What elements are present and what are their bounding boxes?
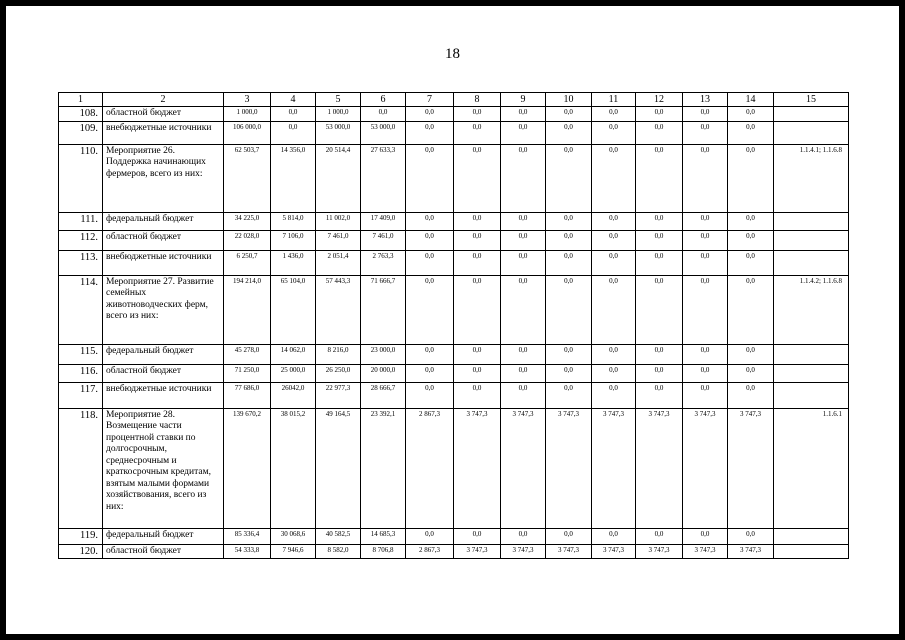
value-cell: 0,0: [683, 344, 728, 364]
value-cell: 0,0: [683, 212, 728, 230]
value-cell: 0,0: [406, 382, 454, 408]
value-cell: 0,0: [728, 144, 774, 212]
value-cell: 0,0: [546, 212, 592, 230]
table-row: [59, 408, 849, 528]
value-cell: 0,0: [501, 144, 546, 212]
value-cell: 0,0: [501, 528, 546, 544]
value-cell: 0,0: [592, 230, 636, 250]
value-cell: 3 747,3: [592, 408, 636, 528]
value-cell: 11 002,0: [316, 212, 361, 230]
value-cell: 3 747,3: [683, 408, 728, 528]
value-cell: 0,0: [501, 230, 546, 250]
row-number: 109.: [59, 121, 103, 144]
value-cell: 0,0: [728, 364, 774, 382]
value-cell: 2 867,3: [406, 408, 454, 528]
header-cell: 8: [454, 93, 501, 107]
value-cell: 2 051,4: [316, 250, 361, 275]
value-cell: 0,0: [636, 107, 683, 122]
value-cell: 0,0: [501, 250, 546, 275]
value-cell: 0,0: [636, 212, 683, 230]
value-cell: 3 747,3: [454, 544, 501, 559]
reference-cell: [774, 364, 849, 382]
value-cell: 2 763,3: [361, 250, 406, 275]
value-cell: 0,0: [683, 382, 728, 408]
row-name: областной бюджет: [103, 230, 224, 250]
value-cell: 0,0: [546, 364, 592, 382]
value-cell: 3 747,3: [546, 544, 592, 559]
header-cell: 9: [501, 93, 546, 107]
value-cell: 53 000,0: [316, 121, 361, 144]
row-name: областной бюджет: [103, 364, 224, 382]
value-cell: 25 000,0: [271, 364, 316, 382]
reference-cell: 1.1.6.1: [774, 408, 849, 528]
value-cell: 0,0: [454, 275, 501, 344]
value-cell: 0,0: [728, 107, 774, 122]
row-number: 108.: [59, 107, 103, 122]
row-name: областной бюджет: [103, 544, 224, 559]
value-cell: 1 436,0: [271, 250, 316, 275]
header-cell: 7: [406, 93, 454, 107]
value-cell: 23 000,0: [361, 344, 406, 364]
value-cell: 0,0: [592, 275, 636, 344]
value-cell: 14 356,0: [271, 144, 316, 212]
value-cell: 85 336,4: [224, 528, 271, 544]
value-cell: 7 461,0: [316, 230, 361, 250]
row-number: 112.: [59, 230, 103, 250]
value-cell: 14 062,0: [271, 344, 316, 364]
header-cell: 12: [636, 93, 683, 107]
value-cell: 0,0: [454, 230, 501, 250]
value-cell: 26 250,0: [316, 364, 361, 382]
value-cell: 49 164,5: [316, 408, 361, 528]
value-cell: 7 946,6: [271, 544, 316, 559]
value-cell: 0,0: [406, 344, 454, 364]
table-row: [59, 275, 849, 344]
value-cell: 3 747,3: [546, 408, 592, 528]
reference-cell: [774, 121, 849, 144]
value-cell: 8 216,0: [316, 344, 361, 364]
value-cell: 3 747,3: [592, 544, 636, 559]
row-name: федеральный бюджет: [103, 344, 224, 364]
header-cell: 10: [546, 93, 592, 107]
value-cell: 106 000,0: [224, 121, 271, 144]
table-row: [59, 250, 849, 275]
value-cell: 0,0: [683, 230, 728, 250]
value-cell: 0,0: [454, 107, 501, 122]
value-cell: 0,0: [406, 364, 454, 382]
value-cell: 0,0: [406, 144, 454, 212]
value-cell: 0,0: [406, 275, 454, 344]
value-cell: 3 747,3: [728, 408, 774, 528]
value-cell: 30 068,6: [271, 528, 316, 544]
row-number: 111.: [59, 212, 103, 230]
value-cell: 27 633,3: [361, 144, 406, 212]
value-cell: 0,0: [636, 144, 683, 212]
reference-cell: [774, 107, 849, 122]
value-cell: 8 706,8: [361, 544, 406, 559]
row-name: внебюджетные источники: [103, 121, 224, 144]
value-cell: 71 666,7: [361, 275, 406, 344]
reference-cell: 1.1.4.1; 1.1.6.8: [774, 144, 849, 212]
value-cell: 0,0: [592, 212, 636, 230]
value-cell: 1 000,0: [316, 107, 361, 122]
value-cell: 0,0: [592, 382, 636, 408]
value-cell: 0,0: [454, 250, 501, 275]
value-cell: 54 333,8: [224, 544, 271, 559]
value-cell: 0,0: [454, 382, 501, 408]
row-number: 120.: [59, 544, 103, 559]
value-cell: 0,0: [728, 230, 774, 250]
header-cell: 3: [224, 93, 271, 107]
value-cell: 17 409,0: [361, 212, 406, 230]
value-cell: 40 582,5: [316, 528, 361, 544]
value-cell: 0,0: [361, 107, 406, 122]
value-cell: 0,0: [683, 121, 728, 144]
value-cell: 0,0: [501, 212, 546, 230]
value-cell: 0,0: [636, 250, 683, 275]
table-row: [59, 344, 849, 364]
value-cell: 3 747,3: [501, 544, 546, 559]
value-cell: 0,0: [592, 528, 636, 544]
value-cell: 45 278,0: [224, 344, 271, 364]
value-cell: 0,0: [271, 121, 316, 144]
value-cell: 0,0: [454, 528, 501, 544]
value-cell: 0,0: [406, 528, 454, 544]
value-cell: 0,0: [546, 121, 592, 144]
value-cell: 0,0: [592, 364, 636, 382]
reference-cell: [774, 382, 849, 408]
value-cell: 7 461,0: [361, 230, 406, 250]
value-cell: 0,0: [728, 212, 774, 230]
value-cell: 0,0: [454, 344, 501, 364]
value-cell: 34 225,0: [224, 212, 271, 230]
table-row: [59, 121, 849, 144]
value-cell: 22 028,0: [224, 230, 271, 250]
value-cell: 57 443,3: [316, 275, 361, 344]
row-number: 113.: [59, 250, 103, 275]
value-cell: 6 250,7: [224, 250, 271, 275]
table-row: [59, 212, 849, 230]
row-name: Мероприятие 28. Возмещение части процентной ставки по долгосрочным, среднесрочным и краткосрочным кредитам, взятым малыми формами хозяйствования, всего из них:: [103, 408, 224, 528]
value-cell: 0,0: [636, 364, 683, 382]
reference-cell: [774, 230, 849, 250]
value-cell: 7 106,0: [271, 230, 316, 250]
value-cell: 0,0: [683, 250, 728, 275]
value-cell: 0,0: [454, 144, 501, 212]
page-number: 18: [445, 46, 460, 62]
row-name: внебюджетные источники: [103, 250, 224, 275]
value-cell: 20 000,0: [361, 364, 406, 382]
table-row: [59, 544, 849, 559]
header-cell: 5: [316, 93, 361, 107]
row-number: 110.: [59, 144, 103, 212]
value-cell: 0,0: [454, 364, 501, 382]
row-name: федеральный бюджет: [103, 212, 224, 230]
table-row: [59, 107, 849, 122]
value-cell: 3 747,3: [636, 544, 683, 559]
value-cell: 26042,0: [271, 382, 316, 408]
value-cell: 0,0: [271, 107, 316, 122]
value-cell: 8 582,0: [316, 544, 361, 559]
table-row: [59, 528, 849, 544]
value-cell: 1 000,0: [224, 107, 271, 122]
value-cell: 0,0: [636, 528, 683, 544]
document-page: [6, 6, 899, 634]
value-cell: 0,0: [501, 275, 546, 344]
value-cell: 53 000,0: [361, 121, 406, 144]
value-cell: 0,0: [728, 250, 774, 275]
value-cell: 0,0: [406, 250, 454, 275]
reference-cell: [774, 250, 849, 275]
row-name: областной бюджет: [103, 107, 224, 122]
value-cell: 5 814,0: [271, 212, 316, 230]
value-cell: 0,0: [636, 382, 683, 408]
value-cell: 0,0: [546, 275, 592, 344]
value-cell: 0,0: [728, 275, 774, 344]
value-cell: 38 015,2: [271, 408, 316, 528]
value-cell: 0,0: [592, 250, 636, 275]
value-cell: 2 867,3: [406, 544, 454, 559]
table-row: [59, 364, 849, 382]
value-cell: 0,0: [728, 382, 774, 408]
value-cell: 0,0: [683, 275, 728, 344]
reference-cell: [774, 544, 849, 559]
reference-cell: 1.1.4.2; 1.1.6.8: [774, 275, 849, 344]
header-row: [59, 93, 849, 107]
value-cell: 0,0: [636, 230, 683, 250]
header-cell: 14: [728, 93, 774, 107]
budget-table: [58, 92, 849, 559]
value-cell: 0,0: [546, 528, 592, 544]
value-cell: 62 503,7: [224, 144, 271, 212]
value-cell: 0,0: [501, 121, 546, 144]
value-cell: 0,0: [454, 212, 501, 230]
row-number: 116.: [59, 364, 103, 382]
table-row: [59, 144, 849, 212]
row-name: Мероприятие 26. Поддержка начинающих фермеров, всего из них:: [103, 144, 224, 212]
header-cell: 1: [59, 93, 103, 107]
value-cell: 0,0: [406, 121, 454, 144]
table-row: [59, 230, 849, 250]
value-cell: 3 747,3: [636, 408, 683, 528]
row-number: 114.: [59, 275, 103, 344]
row-name: Мероприятие 27. Развитие семейных животноводческих ферм, всего из них:: [103, 275, 224, 344]
value-cell: 0,0: [728, 121, 774, 144]
value-cell: 0,0: [683, 144, 728, 212]
value-cell: 20 514,4: [316, 144, 361, 212]
header-cell: 2: [103, 93, 224, 107]
value-cell: 3 747,3: [683, 544, 728, 559]
value-cell: 0,0: [454, 121, 501, 144]
value-cell: 3 747,3: [501, 408, 546, 528]
value-cell: 0,0: [546, 230, 592, 250]
value-cell: 0,0: [406, 107, 454, 122]
value-cell: 65 104,0: [271, 275, 316, 344]
header-cell: 6: [361, 93, 406, 107]
value-cell: 0,0: [546, 144, 592, 212]
row-number: 118.: [59, 408, 103, 528]
value-cell: 0,0: [592, 344, 636, 364]
row-number: 119.: [59, 528, 103, 544]
reference-cell: [774, 212, 849, 230]
row-name: внебюджетные источники: [103, 382, 224, 408]
value-cell: 194 214,0: [224, 275, 271, 344]
value-cell: 0,0: [546, 250, 592, 275]
value-cell: 28 666,7: [361, 382, 406, 408]
value-cell: 0,0: [546, 382, 592, 408]
header-cell: 15: [774, 93, 849, 107]
row-number: 117.: [59, 382, 103, 408]
value-cell: 77 686,0: [224, 382, 271, 408]
row-name: федеральный бюджет: [103, 528, 224, 544]
value-cell: 0,0: [636, 275, 683, 344]
value-cell: 0,0: [501, 382, 546, 408]
header-cell: 4: [271, 93, 316, 107]
value-cell: 0,0: [683, 528, 728, 544]
value-cell: 0,0: [728, 528, 774, 544]
value-cell: 0,0: [592, 107, 636, 122]
value-cell: 0,0: [501, 107, 546, 122]
reference-cell: [774, 528, 849, 544]
value-cell: 0,0: [546, 344, 592, 364]
value-cell: 0,0: [406, 212, 454, 230]
value-cell: 0,0: [406, 230, 454, 250]
header-cell: 11: [592, 93, 636, 107]
value-cell: 23 392,1: [361, 408, 406, 528]
value-cell: 0,0: [636, 344, 683, 364]
table-row: [59, 382, 849, 408]
header-cell: 13: [683, 93, 728, 107]
value-cell: 139 670,2: [224, 408, 271, 528]
value-cell: 0,0: [683, 364, 728, 382]
value-cell: 22 977,3: [316, 382, 361, 408]
value-cell: 0,0: [501, 364, 546, 382]
value-cell: 0,0: [592, 144, 636, 212]
value-cell: 14 685,3: [361, 528, 406, 544]
value-cell: 0,0: [546, 107, 592, 122]
value-cell: 3 747,3: [454, 408, 501, 528]
value-cell: 71 250,0: [224, 364, 271, 382]
value-cell: 0,0: [592, 121, 636, 144]
value-cell: 0,0: [501, 344, 546, 364]
value-cell: 0,0: [683, 107, 728, 122]
value-cell: 3 747,3: [728, 544, 774, 559]
value-cell: 0,0: [636, 121, 683, 144]
reference-cell: [774, 344, 849, 364]
value-cell: 0,0: [728, 344, 774, 364]
row-number: 115.: [59, 344, 103, 364]
